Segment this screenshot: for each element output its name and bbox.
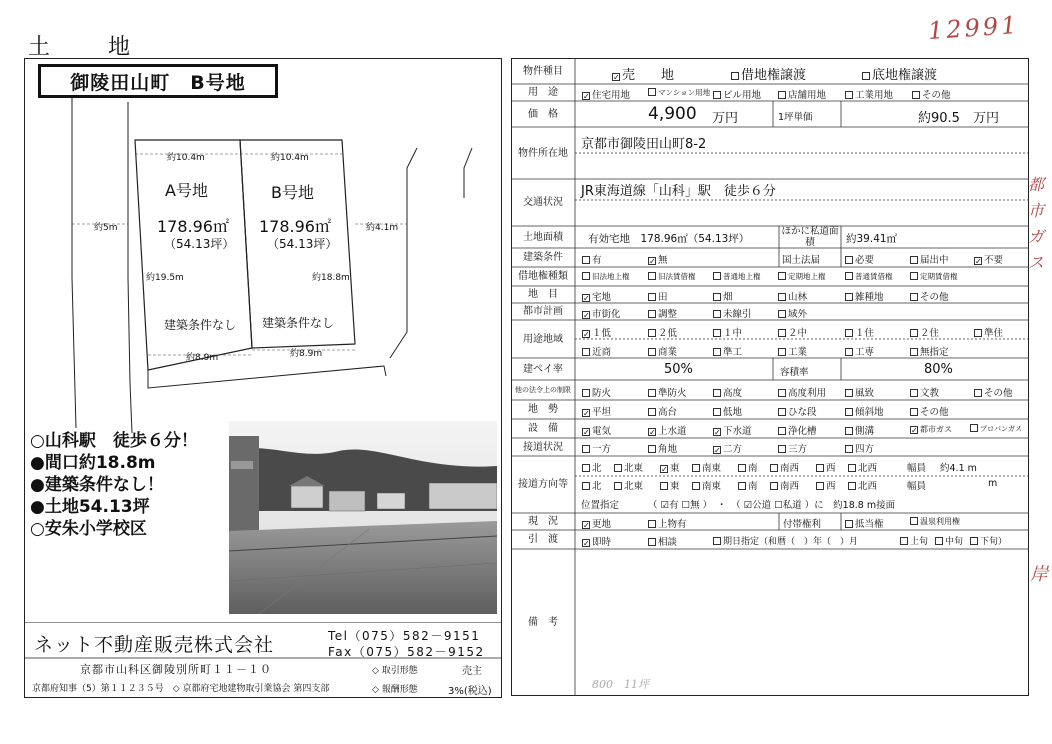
law-other: その他 [974, 385, 1013, 399]
checkbox-checked: ✓ [649, 428, 656, 437]
checkbox-checked: ✓ [583, 539, 590, 548]
lot-a-depth: 約19.5m [146, 273, 184, 283]
lot-b-depth: 約18.8m [312, 273, 350, 283]
checkbox-checked: ✓ [975, 257, 982, 266]
checkbox [845, 445, 853, 453]
handover-mid: 中旬 [935, 534, 963, 547]
dir1-n: 北 [582, 460, 602, 474]
checkbox [582, 348, 590, 356]
checkbox [648, 520, 656, 528]
checkbox [845, 520, 853, 528]
checkbox [845, 256, 853, 264]
width2-value: m [988, 478, 998, 489]
label-floor-ratio: 容積率 [780, 367, 809, 378]
label-other-law: 他の法令上の制限 [515, 385, 571, 394]
zoning-1res: １住 [845, 325, 874, 339]
checkbox [582, 464, 590, 472]
label-facilities: 設 備 [528, 423, 558, 434]
zoning-neighbor-com: 近商 [582, 344, 611, 358]
checkbox [845, 272, 853, 280]
checkbox [970, 537, 978, 545]
pencil-note: 800 11坪 [592, 678, 649, 691]
checkbox [778, 272, 786, 280]
checkbox-checked: ✓ [583, 294, 590, 303]
lot-a-label: A号地 [165, 181, 208, 200]
dir2-sw: 南西 [770, 478, 799, 492]
checkbox [778, 293, 786, 301]
checkbox [692, 482, 700, 490]
checkbox [845, 329, 853, 337]
dir1-e: ✓ 東 [661, 463, 680, 474]
label-lease-type: 借地権種類 [518, 271, 568, 282]
checkbox-checked: ✓ [583, 428, 590, 437]
use-other: その他 [912, 87, 951, 101]
site-photo [229, 421, 497, 614]
width2-label: 幅員 [907, 481, 927, 492]
floor-ratio-value: 80% [924, 362, 953, 377]
checkbox [582, 445, 590, 453]
checkbox [910, 517, 918, 525]
checkbox [582, 482, 590, 490]
checkbox [778, 408, 786, 416]
dir1-w: 西 [816, 460, 836, 474]
contact-four: 四方 [845, 441, 874, 455]
private-road-value: 約39.41㎡ [846, 233, 898, 245]
build-cond-yes: 有 [582, 252, 602, 266]
lot-a-area: 178.96㎡ [157, 217, 229, 236]
checkbox [713, 310, 721, 318]
table-grid [511, 58, 1029, 696]
terrain-slope: 傾斜地 [845, 404, 884, 418]
contact-corner: 角地 [648, 441, 677, 455]
checkbox [648, 445, 656, 453]
checkbox [713, 272, 721, 280]
checkbox [862, 72, 870, 80]
build-cond-no: ✓ 無 [649, 255, 668, 266]
dir2-se: 南東 [692, 478, 721, 492]
dir2-e: 東 [660, 478, 680, 492]
reference-number: 12991 [927, 10, 1021, 46]
lot-b-top-dim: 約10.4m [271, 153, 309, 163]
label-zoning: 用途地域 [523, 333, 563, 345]
use-mansion: マンション用地 [648, 87, 710, 98]
label-status: 現 況 [528, 516, 558, 527]
checkbox [912, 91, 920, 99]
handover-late: 下旬） [970, 534, 1007, 547]
contact-three: 三方 [778, 441, 807, 455]
checkbox [738, 464, 746, 472]
checkbox [848, 482, 856, 490]
checkbox [910, 408, 918, 416]
road-right-width: 約4.1m [366, 223, 399, 233]
facility-septic: 浄化槽 [778, 423, 817, 437]
feature-item: ●土地54.13坪 [30, 497, 150, 517]
checkbox [770, 482, 778, 490]
road-left-edge-2 [72, 98, 76, 428]
feature-list [30, 430, 198, 540]
road-bottom-edge [148, 366, 386, 388]
checkbox [648, 389, 656, 397]
use-building: ビル用地 [713, 87, 761, 101]
checkbox [660, 482, 668, 490]
checkbox [848, 464, 856, 472]
checkbox [614, 464, 622, 472]
checkbox [713, 389, 721, 397]
zoning-ind-exclusive: 工専 [845, 344, 874, 358]
lot-a-tsubo: （54.13坪） [164, 237, 235, 251]
checkbox [845, 91, 853, 99]
transaction-value: 売主 [462, 666, 482, 677]
land-law-required: 必要 [845, 252, 874, 266]
checkbox [974, 329, 982, 337]
handover-date: 期日指定（和暦（ ）年（ ）月 [713, 534, 858, 547]
company-license: 京都府知事（5）第１１２３５号 ◇ 京都府宅地建物取引業協会 第四支部 [32, 684, 330, 694]
label-private-road: ほかに私道面積 [781, 226, 839, 248]
handwritten-side-note-2: 岸 [1030, 564, 1048, 585]
use-industrial: 工業用地 [845, 87, 893, 101]
width1-value: 約4.1 m [940, 463, 977, 474]
label-price: 価 格 [528, 108, 558, 120]
transport-value: JR東海道線「山科」駅 徒歩６分 [581, 184, 776, 199]
facility-city-gas: ✓ 都市ガス [911, 425, 952, 435]
facility-sewer: ✓ 下水道 [714, 426, 752, 437]
checkbox [648, 88, 656, 96]
terrain-tiered: ひな段 [778, 404, 817, 418]
fee-label: ◇ 報酬形態 [372, 685, 418, 695]
land-area-value: 有効宅地 178.96㎡（54.13坪） [588, 233, 750, 245]
checkbox [582, 389, 590, 397]
zoning-commercial: 商業 [648, 344, 677, 358]
checkbox [648, 293, 656, 301]
checkbox [974, 389, 982, 397]
facility-gutter: 側溝 [845, 423, 874, 437]
checkbox [970, 424, 978, 432]
lease-normal-rent: 普通賃借権 [845, 271, 893, 282]
label-location: 物件所在地 [518, 147, 568, 159]
terrain-flat: ✓ 平坦 [583, 407, 612, 418]
land-law-filed: 届出中 [910, 252, 949, 266]
checkbox [778, 310, 786, 318]
handover-early: 上旬 [900, 534, 928, 547]
contact-two: ✓ 二方 [714, 444, 743, 455]
lot-b-area: 178.96㎡ [259, 217, 331, 236]
label-land-cat: 地 目 [528, 289, 558, 300]
zoning-2res: ２住 [910, 325, 939, 339]
lot-title: 御陵田山町 B号地 [38, 64, 278, 98]
fee-value: 3%(税込) [448, 686, 492, 697]
urban-adjust: 調整 [648, 306, 677, 320]
unit-price-value: 約90.5 万円 [918, 111, 999, 126]
transaction-label: ◇ 取引形態 [372, 666, 418, 676]
checkbox [770, 464, 778, 472]
zoning-1mid: １中 [713, 325, 742, 339]
lease-fixed-rent: 定期賃借権 [910, 271, 958, 282]
type-base-transfer: 底地権譲渡 [862, 64, 937, 83]
checkbox [845, 389, 853, 397]
dir1-s: 南 [738, 460, 758, 474]
width1-label: 幅員 [907, 463, 927, 474]
checkbox [900, 537, 908, 545]
law-scenic: 風致 [845, 385, 874, 399]
checkbox [778, 427, 786, 435]
checkbox [713, 408, 721, 416]
terrain-low: 低地 [713, 404, 742, 418]
checkbox [910, 256, 918, 264]
land-law-none: ✓ 不要 [975, 255, 1004, 266]
road-right-edge [390, 148, 417, 358]
document-title: 土 地 [28, 35, 149, 60]
land-cat-other: その他 [910, 289, 949, 303]
label-handover: 引 渡 [528, 534, 558, 545]
zoning-none: 無指定 [910, 344, 949, 358]
dir2-ne: 北東 [614, 478, 643, 492]
zoning-1low: ✓ １低 [583, 328, 612, 339]
dir1-se: 南東 [692, 460, 721, 474]
label-build-cond: 建築条件 [523, 252, 563, 263]
feature-item: ●間口約18.8m [30, 453, 156, 473]
checkbox [713, 348, 721, 356]
law-height: 高度 [713, 385, 742, 399]
checkbox [910, 348, 918, 356]
site-photo-image [229, 421, 497, 614]
feature-item: ●建築条件なし！ [30, 475, 164, 495]
company-fax: Fax（075）582－9152 [328, 645, 485, 659]
lot-b-condition: 建築条件なし [262, 316, 335, 330]
use-store: 店舗用地 [778, 87, 826, 101]
checkbox [648, 538, 656, 546]
checkbox [816, 464, 824, 472]
land-cat-field: 畑 [713, 289, 733, 303]
checkbox [778, 348, 786, 356]
price-value: 4,900 [648, 104, 697, 124]
lease-fixed-surface: 定期地上権 [778, 271, 826, 282]
rights-mortgage: 抵当権 [845, 516, 884, 530]
checkbox [910, 293, 918, 301]
lot-a-condition: 建築条件なし [164, 318, 237, 332]
law-height-use: 高度利用 [778, 385, 826, 399]
land-cat-forest: 山林 [778, 289, 807, 303]
label-direction: 接道方向等 [518, 479, 568, 490]
lot-b-tsubo: （54.13坪） [267, 237, 338, 251]
label-coverage: 建ぺイ率 [523, 363, 563, 375]
zoning-2low: ２低 [648, 325, 677, 339]
dir2-nw: 北西 [848, 478, 877, 492]
checkbox-checked: ✓ [583, 521, 590, 530]
zoning-semi-res: 準住 [974, 325, 1003, 339]
status-building: 上物有 [648, 516, 687, 530]
checkbox-checked: ✓ [714, 428, 721, 437]
checkbox [816, 482, 824, 490]
label-use: 用 途 [528, 87, 558, 98]
company-address: 京都市山科区御陵別所町１１－１０ [80, 663, 272, 676]
checkbox [582, 256, 590, 264]
handwritten-side-note: 都市ガス [1028, 175, 1045, 272]
checkbox [713, 537, 721, 545]
checkbox-checked: ✓ [649, 257, 656, 266]
checkbox [910, 329, 918, 337]
checkbox-checked: ✓ [661, 465, 668, 474]
checkbox [845, 348, 853, 356]
label-remarks: 備 考 [528, 617, 558, 628]
dir2-s: 南 [738, 478, 758, 492]
law-education: 文教 [910, 385, 939, 399]
handover-consult: 相談 [648, 534, 677, 548]
checkbox [648, 329, 656, 337]
contact-one: 一方 [582, 441, 611, 455]
checkbox-checked: ✓ [583, 330, 590, 339]
label-rights: 付帯権利 [783, 519, 822, 530]
terrain-high: 高台 [648, 404, 677, 418]
dir2-n: 北 [582, 478, 602, 492]
checkbox [648, 310, 656, 318]
checkbox-checked: ✓ [583, 92, 590, 101]
road-left-edge [128, 102, 132, 433]
facility-propane: プロパンガス [970, 424, 1022, 434]
lot-b-bottom-dim: 約8.9m [290, 349, 323, 359]
checkbox [582, 272, 590, 280]
zoning-semi-ind: 準工 [713, 344, 742, 358]
label-type: 物件種目 [523, 65, 563, 77]
checkbox [713, 293, 721, 301]
urban-city: ✓ 市街化 [583, 309, 621, 320]
checkbox [778, 329, 786, 337]
lot-a-bottom-dim: 約8.9m [186, 353, 219, 363]
rights-onsen: 温泉利用権 [910, 516, 960, 527]
lot-a-outline [135, 140, 252, 370]
facility-water: ✓ 上水道 [649, 426, 687, 437]
land-cat-residential: ✓ 宅地 [583, 292, 612, 303]
checkbox [731, 72, 739, 80]
use-residential: ✓ 住宅用地 [583, 90, 631, 101]
lot-plan-diagram [24, 58, 502, 438]
checkbox [713, 91, 721, 99]
feature-item: ○安朱小学校区 [30, 519, 147, 539]
checkbox [648, 408, 656, 416]
checkbox [910, 389, 918, 397]
road-left-width: 約5m [94, 223, 118, 233]
lot-a-top-dim: 約10.4m [167, 153, 205, 163]
type-sale: ✓ 売 地 [613, 68, 675, 83]
law-fire: 防火 [582, 385, 611, 399]
label-urban-plan: 都市計画 [523, 306, 563, 317]
checkbox [614, 482, 622, 490]
label-contact: 接道状況 [523, 441, 563, 453]
lease-old-rent: 旧法賃借権 [648, 271, 696, 282]
lease-normal-surface: 普通地上権 [713, 271, 761, 282]
checkbox-checked: ✓ [911, 426, 918, 435]
checkbox [648, 272, 656, 280]
checkbox [845, 293, 853, 301]
checkbox-checked: ✓ [714, 446, 721, 455]
dir1-nw: 北西 [848, 460, 877, 474]
dir1-sw: 南西 [770, 460, 799, 474]
land-cat-misc: 雑種地 [845, 289, 884, 303]
checkbox [738, 482, 746, 490]
company-tel: Tel（075）582－9151 [328, 629, 481, 643]
label-terrain: 地 勢 [528, 404, 558, 415]
label-land-area: 土地面積 [523, 231, 563, 243]
zoning-2mid: ２中 [778, 325, 807, 339]
status-vacant: ✓ 更地 [583, 519, 612, 530]
checkbox-checked: ✓ [613, 73, 620, 82]
checkbox [778, 91, 786, 99]
company-name: ネット不動産販売株式会社 [34, 634, 275, 656]
position-text: （ ☑有 ☐無 ） ・ （ ☑公道 ☐私道 ）に 約18.8 m接面 [648, 500, 896, 511]
type-lease-transfer: 借地権譲渡 [731, 64, 806, 83]
checkbox [910, 272, 918, 280]
urban-outside: 域外 [778, 306, 807, 320]
land-cat-paddy: 田 [648, 289, 668, 303]
label-transport: 交通状況 [523, 197, 563, 208]
checkbox [648, 348, 656, 356]
feature-item: ○山科駅 徒歩６分！ [30, 431, 198, 451]
checkbox [778, 389, 786, 397]
location-value: 京都市御陵田山町8-2 [581, 137, 707, 152]
checkbox [845, 427, 853, 435]
coverage-value: 50% [664, 362, 693, 377]
lot-b-label: B号地 [271, 183, 314, 202]
facility-electric: ✓ 電気 [583, 426, 612, 437]
dir1-ne: 北東 [614, 460, 643, 474]
dir2-w: 西 [816, 478, 836, 492]
terrain-other: その他 [910, 404, 949, 418]
checkbox [935, 537, 943, 545]
checkbox [778, 445, 786, 453]
label-unit-price: 1坪単価 [778, 112, 813, 123]
zoning-industrial: 工業 [778, 344, 807, 358]
position-label: 位置指定 [581, 500, 620, 511]
checkbox-checked: ✓ [583, 409, 590, 418]
label-land-law: 国土法届 [782, 255, 821, 266]
urban-undivided: 未線引 [713, 306, 752, 320]
checkbox [845, 408, 853, 416]
road-right-edge-2 [464, 148, 472, 198]
law-semi-fire: 準防火 [648, 385, 687, 399]
lease-old-surface: 旧法地上権 [582, 271, 630, 282]
checkbox [692, 464, 700, 472]
handover-immediate: ✓ 即時 [583, 537, 612, 548]
checkbox-checked: ✓ [583, 311, 590, 320]
price-unit: 万円 [712, 111, 739, 126]
checkbox [713, 329, 721, 337]
